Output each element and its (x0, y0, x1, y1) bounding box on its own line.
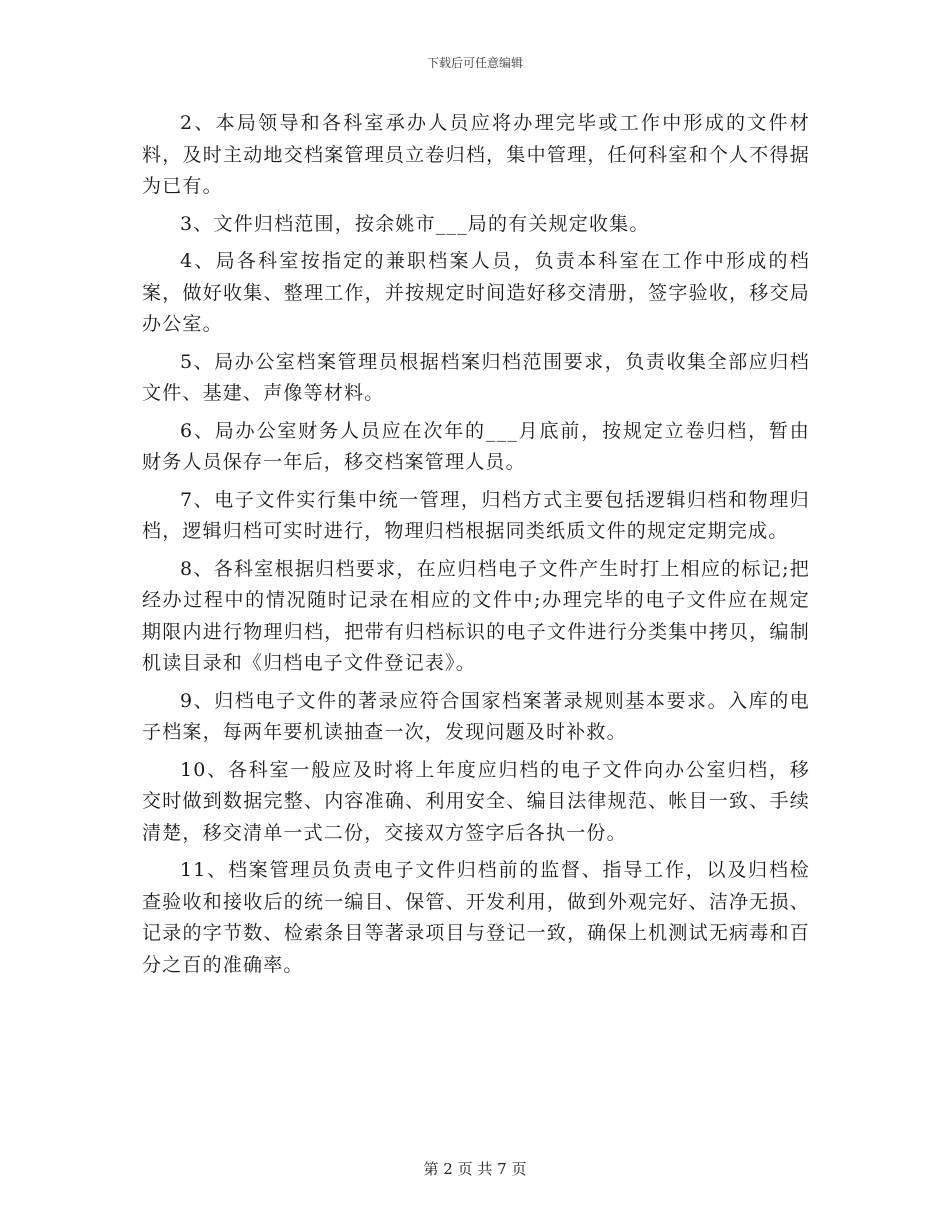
header-note: 下载后可任意编辑 (426, 56, 523, 70)
paragraph-6: 6、局办公室财务人员应在次年的___月底前，按规定立卷归档，暂由财务人员保存一年后，移交档案管理人员。 (142, 419, 810, 473)
paragraph-3: 3、文件归档范围，按余姚市___局的有关规定收集。 (180, 212, 650, 235)
paragraph-2: 2、本局领导和各科室承办人员应将办理完毕或工作中形成的文件材料，及时主动地交档案管理员立卷归档，集中管理，任何科室和个人不得据为已有。 (142, 112, 810, 197)
paragraph-4: 4、局各科室按指定的兼职档案人员，负责本科室在工作中形成的档案，做好收集、整理工作，并按规定时间造好移交清册，签字验收，移交局办公室。 (142, 250, 810, 335)
paragraph-7: 7、电子文件实行集中统一管理，归档方式主要包括逻辑归档和物理归档，逻辑归档可实时进行，物理归档根据同类纸质文件的规定定期完成。 (142, 488, 810, 542)
page-number: 第 2 页 共 7 页 (423, 1160, 527, 1178)
paragraph-9: 9、归档电子文件的著录应符合国家档案著录规则基本要求。入库的电子档案，每两年要机读抽查一次，发现问题及时补救。 (142, 689, 810, 743)
document-body (142, 108, 810, 987)
paragraph-10: 10、各科室一般应及时将上年度应归档的电子文件向办公室归档，移交时做到数据完整、内容准确、利用安全、编目法律规范、帐目一致、手续清楚，移交清单一式二份，交接双方签字后各执一份。 (142, 758, 810, 844)
paragraph-11: 11、档案管理员负责电子文件归档前的监督、指导工作，以及归档检查验收和接收后的统一编目、保管、开发利用，做到外观完好、洁净无损、记录的字节数、检索条目等著录项目与登记一致，确保上机测试无病毒和百分之百的准确率。 (142, 859, 810, 976)
paragraph-8: 8、各科室根据归档要求，在应归档电子文件产生时打上相应的标记;把经办过程中的情况随时记录在相应的文件中;办理完毕的电子文件应在规定期限内进行物理归档，把带有归档标识的电子文件进行分类集中拷贝，编制机读目录和《归档电子文件登记表》。 (142, 557, 810, 674)
paragraph-5: 5、局办公室档案管理员根据档案归档范围要求，负责收集全部应归档文件、基建、声像等材料。 (142, 350, 810, 404)
